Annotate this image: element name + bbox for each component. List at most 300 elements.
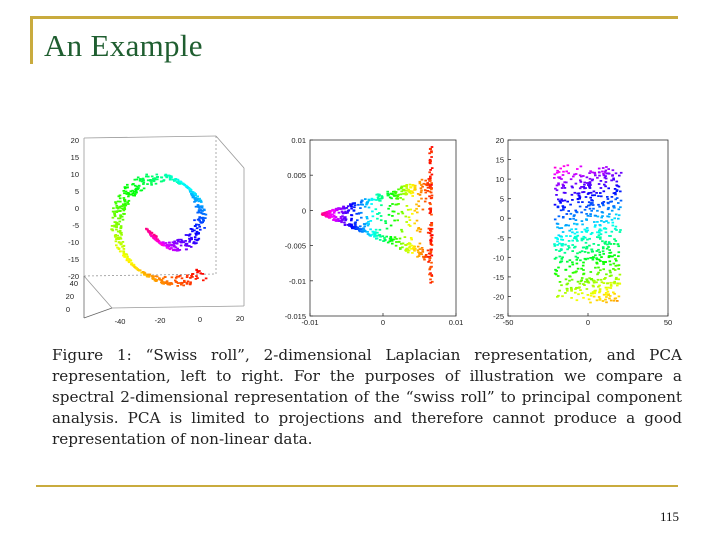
y-tick-label: 0 xyxy=(301,206,306,216)
y-tick-label: -25 xyxy=(493,312,504,321)
scatter-point xyxy=(360,217,363,219)
scatter-point xyxy=(323,212,326,214)
scatter-point xyxy=(567,164,570,166)
x-tick-label: 0 xyxy=(585,318,591,327)
z-tick-label: 0 xyxy=(74,204,79,213)
scatter-point xyxy=(201,205,204,207)
scatter-point xyxy=(554,173,557,175)
scatter-point xyxy=(369,228,372,230)
scatter-point xyxy=(166,283,169,285)
scatter-point xyxy=(178,183,181,185)
scatter-point xyxy=(379,239,382,241)
scatter-point xyxy=(430,266,433,268)
scatter-point xyxy=(407,209,410,211)
z-tick-label: 15 xyxy=(70,153,79,162)
scatter-point xyxy=(118,242,121,244)
scatter-point xyxy=(613,243,616,245)
scatter-point xyxy=(616,189,619,191)
scatter-point xyxy=(145,174,148,176)
scatter-point xyxy=(556,238,559,240)
scatter-point xyxy=(581,292,584,294)
scatter-point xyxy=(605,287,608,289)
scatter-point xyxy=(410,237,413,239)
y-tick-label: -5 xyxy=(497,233,504,243)
scatter-point xyxy=(378,195,381,197)
scatter-point xyxy=(143,188,146,190)
scatter-point xyxy=(579,206,582,208)
scatter-point xyxy=(380,215,383,217)
scatter-point xyxy=(590,202,593,204)
y-tick-label: -15 xyxy=(493,272,504,282)
scatter-point xyxy=(564,244,567,246)
scatter-point xyxy=(376,237,379,239)
scatter-point xyxy=(393,195,396,197)
scatter-point xyxy=(566,261,569,263)
page-number: 115 xyxy=(660,509,680,524)
scatter-point xyxy=(570,178,573,180)
scatter-point xyxy=(561,243,564,245)
scatter-point xyxy=(120,227,123,229)
scatter-point xyxy=(419,253,422,255)
scatter-point xyxy=(602,300,605,302)
scatter-point xyxy=(381,196,384,198)
scatter-point xyxy=(390,197,393,199)
scatter-point xyxy=(609,272,612,274)
scatter-point xyxy=(411,195,414,197)
x-tick-label: 0 xyxy=(380,318,386,327)
scatter-point xyxy=(593,296,596,298)
scatter-point xyxy=(431,234,434,236)
scatter-point xyxy=(426,184,429,186)
scatter-point xyxy=(600,180,603,182)
scatter-point xyxy=(611,231,614,233)
scatter-point xyxy=(151,176,154,178)
scatter-point xyxy=(120,244,123,246)
scatter-point xyxy=(418,255,421,257)
scatter-point xyxy=(579,251,582,253)
scatter-point xyxy=(561,256,564,258)
scatter-point xyxy=(415,208,418,210)
scatter-point xyxy=(605,173,608,175)
scatter-point xyxy=(597,244,600,246)
scatter-point xyxy=(618,214,621,216)
scatter-point xyxy=(415,204,418,206)
scatter-point xyxy=(431,195,434,197)
scatter-point xyxy=(341,211,344,213)
scatter-point xyxy=(561,187,564,189)
scatter-point xyxy=(416,230,419,232)
scatter-point xyxy=(607,187,610,189)
scatter-point xyxy=(194,193,197,195)
scatter-point xyxy=(192,273,195,275)
scatter-point xyxy=(560,178,563,180)
scatter-point xyxy=(428,152,431,154)
scatter-point xyxy=(416,212,419,214)
scatter-point xyxy=(134,185,137,187)
scatter-point xyxy=(569,218,572,220)
scatter-point xyxy=(409,184,412,186)
scatter-point xyxy=(195,269,198,271)
scatter-point xyxy=(568,240,571,242)
scatter-point xyxy=(575,173,578,175)
scatter-point xyxy=(566,288,569,290)
scatter-point xyxy=(576,223,579,225)
scatter-point xyxy=(388,214,391,216)
scatter-point xyxy=(350,208,353,210)
scatter-point xyxy=(607,198,610,200)
scatter-point xyxy=(612,222,615,224)
scatter-point xyxy=(408,247,411,249)
scatter-point xyxy=(576,263,579,265)
scatter-point xyxy=(561,258,564,260)
y-tick-label: 0 xyxy=(499,214,504,224)
scatter-point xyxy=(602,263,605,265)
scatter-point xyxy=(610,285,613,287)
scatter-point xyxy=(411,245,414,247)
scatter-point xyxy=(585,206,588,208)
scatter-point xyxy=(410,209,413,211)
y-tick-label: 20 xyxy=(65,292,74,301)
scatter-point xyxy=(598,168,601,170)
scatter-point xyxy=(587,258,590,260)
scatter-point xyxy=(199,221,202,223)
scatter-point xyxy=(569,259,572,261)
scatter-point xyxy=(126,184,129,186)
scatter-point xyxy=(429,148,432,150)
scatter-point xyxy=(554,167,557,169)
scatter-point xyxy=(402,213,405,215)
scatter-point xyxy=(375,208,378,210)
scatter-point xyxy=(179,241,182,243)
scatter-point xyxy=(581,277,584,279)
scatter-point xyxy=(195,275,198,277)
scatter-point xyxy=(597,272,600,274)
scatter-point xyxy=(395,191,398,193)
scatter-point xyxy=(372,231,375,233)
scatter-point xyxy=(576,287,579,289)
scatter-point xyxy=(352,202,355,204)
scatter-point xyxy=(195,278,198,280)
scatter-point xyxy=(125,191,128,193)
scatter-point xyxy=(419,231,422,233)
scatter-point xyxy=(605,220,608,222)
slide-title: An Example xyxy=(44,28,203,63)
z-tick-label: -10 xyxy=(68,238,79,247)
scatter-point xyxy=(610,201,613,203)
scatter-point xyxy=(605,170,608,172)
scatter-point xyxy=(202,273,205,275)
scatter-point xyxy=(583,273,586,275)
scatter-point xyxy=(429,160,432,162)
scatter-point xyxy=(360,201,363,203)
scatter-point xyxy=(133,191,136,193)
scatter-point xyxy=(414,185,417,187)
scatter-point xyxy=(198,220,201,222)
scatter-point xyxy=(382,235,385,237)
scatter-point xyxy=(199,200,202,202)
scatter-point xyxy=(193,241,196,243)
scatter-point xyxy=(205,278,208,280)
scatter-point xyxy=(588,238,591,240)
scatter-point xyxy=(114,236,117,238)
scatter-point xyxy=(562,171,565,173)
scatter-point xyxy=(588,186,591,188)
scatter-point xyxy=(399,197,402,199)
scatter-point xyxy=(128,261,131,263)
scatter-point xyxy=(599,254,602,256)
scatter-point xyxy=(395,245,398,247)
scatter-point xyxy=(429,203,432,205)
scatter-point xyxy=(572,218,575,220)
scatter-point xyxy=(170,247,173,249)
scatter-point xyxy=(571,199,574,201)
panel1-box xyxy=(84,136,244,318)
scatter-point xyxy=(431,167,434,169)
scatter-point xyxy=(189,283,192,285)
scatter-point xyxy=(195,234,198,236)
scatter-point xyxy=(116,207,119,209)
scatter-point xyxy=(428,274,431,276)
scatter-point xyxy=(569,266,572,268)
scatter-point xyxy=(606,248,609,250)
scatter-point xyxy=(389,238,392,240)
scatter-point xyxy=(565,278,568,280)
scatter-point xyxy=(367,221,370,223)
scatter-point xyxy=(185,185,188,187)
scatter-point xyxy=(430,251,433,253)
scatter-point xyxy=(190,193,193,195)
scatter-point xyxy=(562,205,565,207)
scatter-point xyxy=(119,221,122,223)
scatter-point xyxy=(188,188,191,190)
scatter-point xyxy=(577,281,580,283)
scatter-point xyxy=(165,174,168,176)
scatter-point xyxy=(125,253,128,255)
scatter-point xyxy=(584,209,587,211)
scatter-point xyxy=(588,298,591,300)
y-tick-label: 40 xyxy=(69,279,78,288)
scatter-point xyxy=(590,192,593,194)
y-tick-label: 0.01 xyxy=(291,136,306,145)
scatter-point xyxy=(596,221,599,223)
scatter-point xyxy=(430,243,433,245)
scatter-point xyxy=(564,200,567,202)
scatter-point xyxy=(571,194,574,196)
scatter-point xyxy=(353,210,356,212)
scatter-point xyxy=(396,198,399,200)
scatter-point xyxy=(609,295,612,297)
title-rule-top xyxy=(30,16,678,19)
scatter-point xyxy=(123,248,126,250)
scatter-point xyxy=(153,234,156,236)
x-tick-label: 0 xyxy=(197,315,203,324)
scatter-point xyxy=(599,225,602,227)
scatter-point xyxy=(117,218,120,220)
scatter-point xyxy=(589,208,592,210)
scatter-point xyxy=(395,241,398,243)
scatter-point xyxy=(197,232,200,234)
scatter-point xyxy=(391,215,394,217)
scatter-point xyxy=(567,172,570,174)
scatter-point xyxy=(605,301,608,303)
scatter-point xyxy=(602,253,605,255)
scatter-point xyxy=(570,288,573,290)
scatter-point xyxy=(406,205,409,207)
scatter-point xyxy=(175,242,178,244)
scatter-point xyxy=(609,282,612,284)
scatter-point xyxy=(566,248,569,250)
scatter-point xyxy=(153,180,156,182)
scatter-point xyxy=(614,258,617,260)
scatter-point xyxy=(331,209,334,211)
scatter-point xyxy=(606,196,609,198)
scatter-point xyxy=(596,262,599,264)
scatter-point xyxy=(611,210,614,212)
scatter-point xyxy=(359,228,362,230)
z-tick-label: -20 xyxy=(68,272,79,281)
x-tick-label: -20 xyxy=(154,316,166,325)
scatter-point xyxy=(576,231,579,233)
scatter-point xyxy=(113,213,116,215)
scatter-point xyxy=(592,259,595,261)
scatter-point xyxy=(619,274,622,276)
scatter-point xyxy=(610,252,613,254)
scatter-point xyxy=(577,293,580,295)
x-tick-label: 20 xyxy=(235,314,245,323)
scatter-point xyxy=(617,278,620,280)
scatter-point xyxy=(566,213,569,215)
scatter-point xyxy=(350,218,353,220)
scatter-point xyxy=(593,282,596,284)
scatter-point xyxy=(124,186,127,188)
scatter-point xyxy=(591,251,594,253)
scatter-point xyxy=(389,205,392,207)
scatter-point xyxy=(429,257,432,259)
scatter-point xyxy=(122,203,125,205)
scatter-point xyxy=(347,224,350,226)
scatter-point xyxy=(126,201,129,203)
scatter-point xyxy=(400,188,403,190)
scatter-point xyxy=(585,196,588,198)
scatter-point xyxy=(612,179,615,181)
scatter-point xyxy=(557,184,560,186)
scatter-point xyxy=(567,210,570,212)
scatter-point xyxy=(576,257,579,259)
scatter-point xyxy=(616,185,619,187)
scatter-point xyxy=(605,273,608,275)
scatter-point xyxy=(428,269,431,271)
scatter-point xyxy=(387,208,390,210)
scatter-point xyxy=(420,184,423,186)
scatter-point xyxy=(169,175,172,177)
scatter-point xyxy=(362,229,365,231)
scatter-point xyxy=(413,249,416,251)
scatter-point xyxy=(588,245,591,247)
scatter-point xyxy=(609,260,612,262)
scatter-point xyxy=(571,231,574,233)
scatter-point xyxy=(150,184,153,186)
scatter-point xyxy=(599,269,602,271)
scatter-point xyxy=(409,219,412,221)
scatter-point xyxy=(600,217,603,219)
scatter-point xyxy=(597,236,600,238)
scatter-point xyxy=(571,250,574,252)
scatter-point xyxy=(135,268,138,270)
scatter-point xyxy=(332,219,335,221)
scatter-point xyxy=(598,292,601,294)
scatter-point xyxy=(611,196,614,198)
scatter-point xyxy=(579,174,582,176)
scatter-point xyxy=(371,198,374,200)
scatter-point xyxy=(127,196,130,198)
scatter-point xyxy=(574,272,577,274)
scatter-point xyxy=(591,179,594,181)
scatter-point xyxy=(155,183,158,185)
scatter-point xyxy=(171,245,174,247)
scatter-point xyxy=(156,174,159,176)
scatter-point xyxy=(400,190,403,192)
scatter-point xyxy=(571,240,574,242)
scatter-point xyxy=(164,276,167,278)
scatter-point xyxy=(428,195,431,197)
scatter-point xyxy=(579,289,582,291)
scatter-point xyxy=(429,282,432,284)
scatter-point xyxy=(201,218,204,220)
scatter-point xyxy=(424,189,427,191)
scatter-point xyxy=(122,241,125,243)
scatter-point xyxy=(596,177,599,179)
scatter-point xyxy=(350,220,353,222)
scatter-point xyxy=(602,173,605,175)
scatter-point xyxy=(111,225,114,227)
scatter-point xyxy=(161,180,164,182)
scatter-point xyxy=(394,204,397,206)
scatter-point xyxy=(156,239,159,241)
scatter-point xyxy=(576,259,579,261)
scatter-point xyxy=(431,197,434,199)
scatter-point xyxy=(391,240,394,242)
scatter-point xyxy=(559,202,562,204)
scatter-point xyxy=(576,299,579,301)
scatter-point xyxy=(597,204,600,206)
scatter-point xyxy=(430,188,433,190)
scatter-point xyxy=(429,177,432,179)
scatter-point xyxy=(386,228,389,230)
scatter-point xyxy=(429,180,432,182)
scatter-point xyxy=(430,262,433,264)
x-tick-label: -50 xyxy=(502,318,514,327)
scatter-point xyxy=(419,181,422,183)
scatter-point xyxy=(616,283,619,285)
scatter-point xyxy=(429,169,432,171)
scatter-point xyxy=(394,236,397,238)
scatter-point xyxy=(589,213,592,215)
scatter-point xyxy=(430,249,433,251)
scatter-point xyxy=(594,226,597,228)
scatter-point xyxy=(194,236,197,238)
scatter-point xyxy=(618,175,621,177)
z-tick-label: -5 xyxy=(72,221,79,230)
scatter-point xyxy=(142,179,145,181)
scatter-point xyxy=(606,283,609,285)
scatter-point xyxy=(580,268,583,270)
scatter-point xyxy=(411,190,414,192)
scatter-point xyxy=(393,211,396,213)
scatter-point xyxy=(426,182,429,184)
scatter-point xyxy=(559,256,562,258)
scatter-point xyxy=(203,213,206,215)
scatter-point xyxy=(589,197,592,199)
